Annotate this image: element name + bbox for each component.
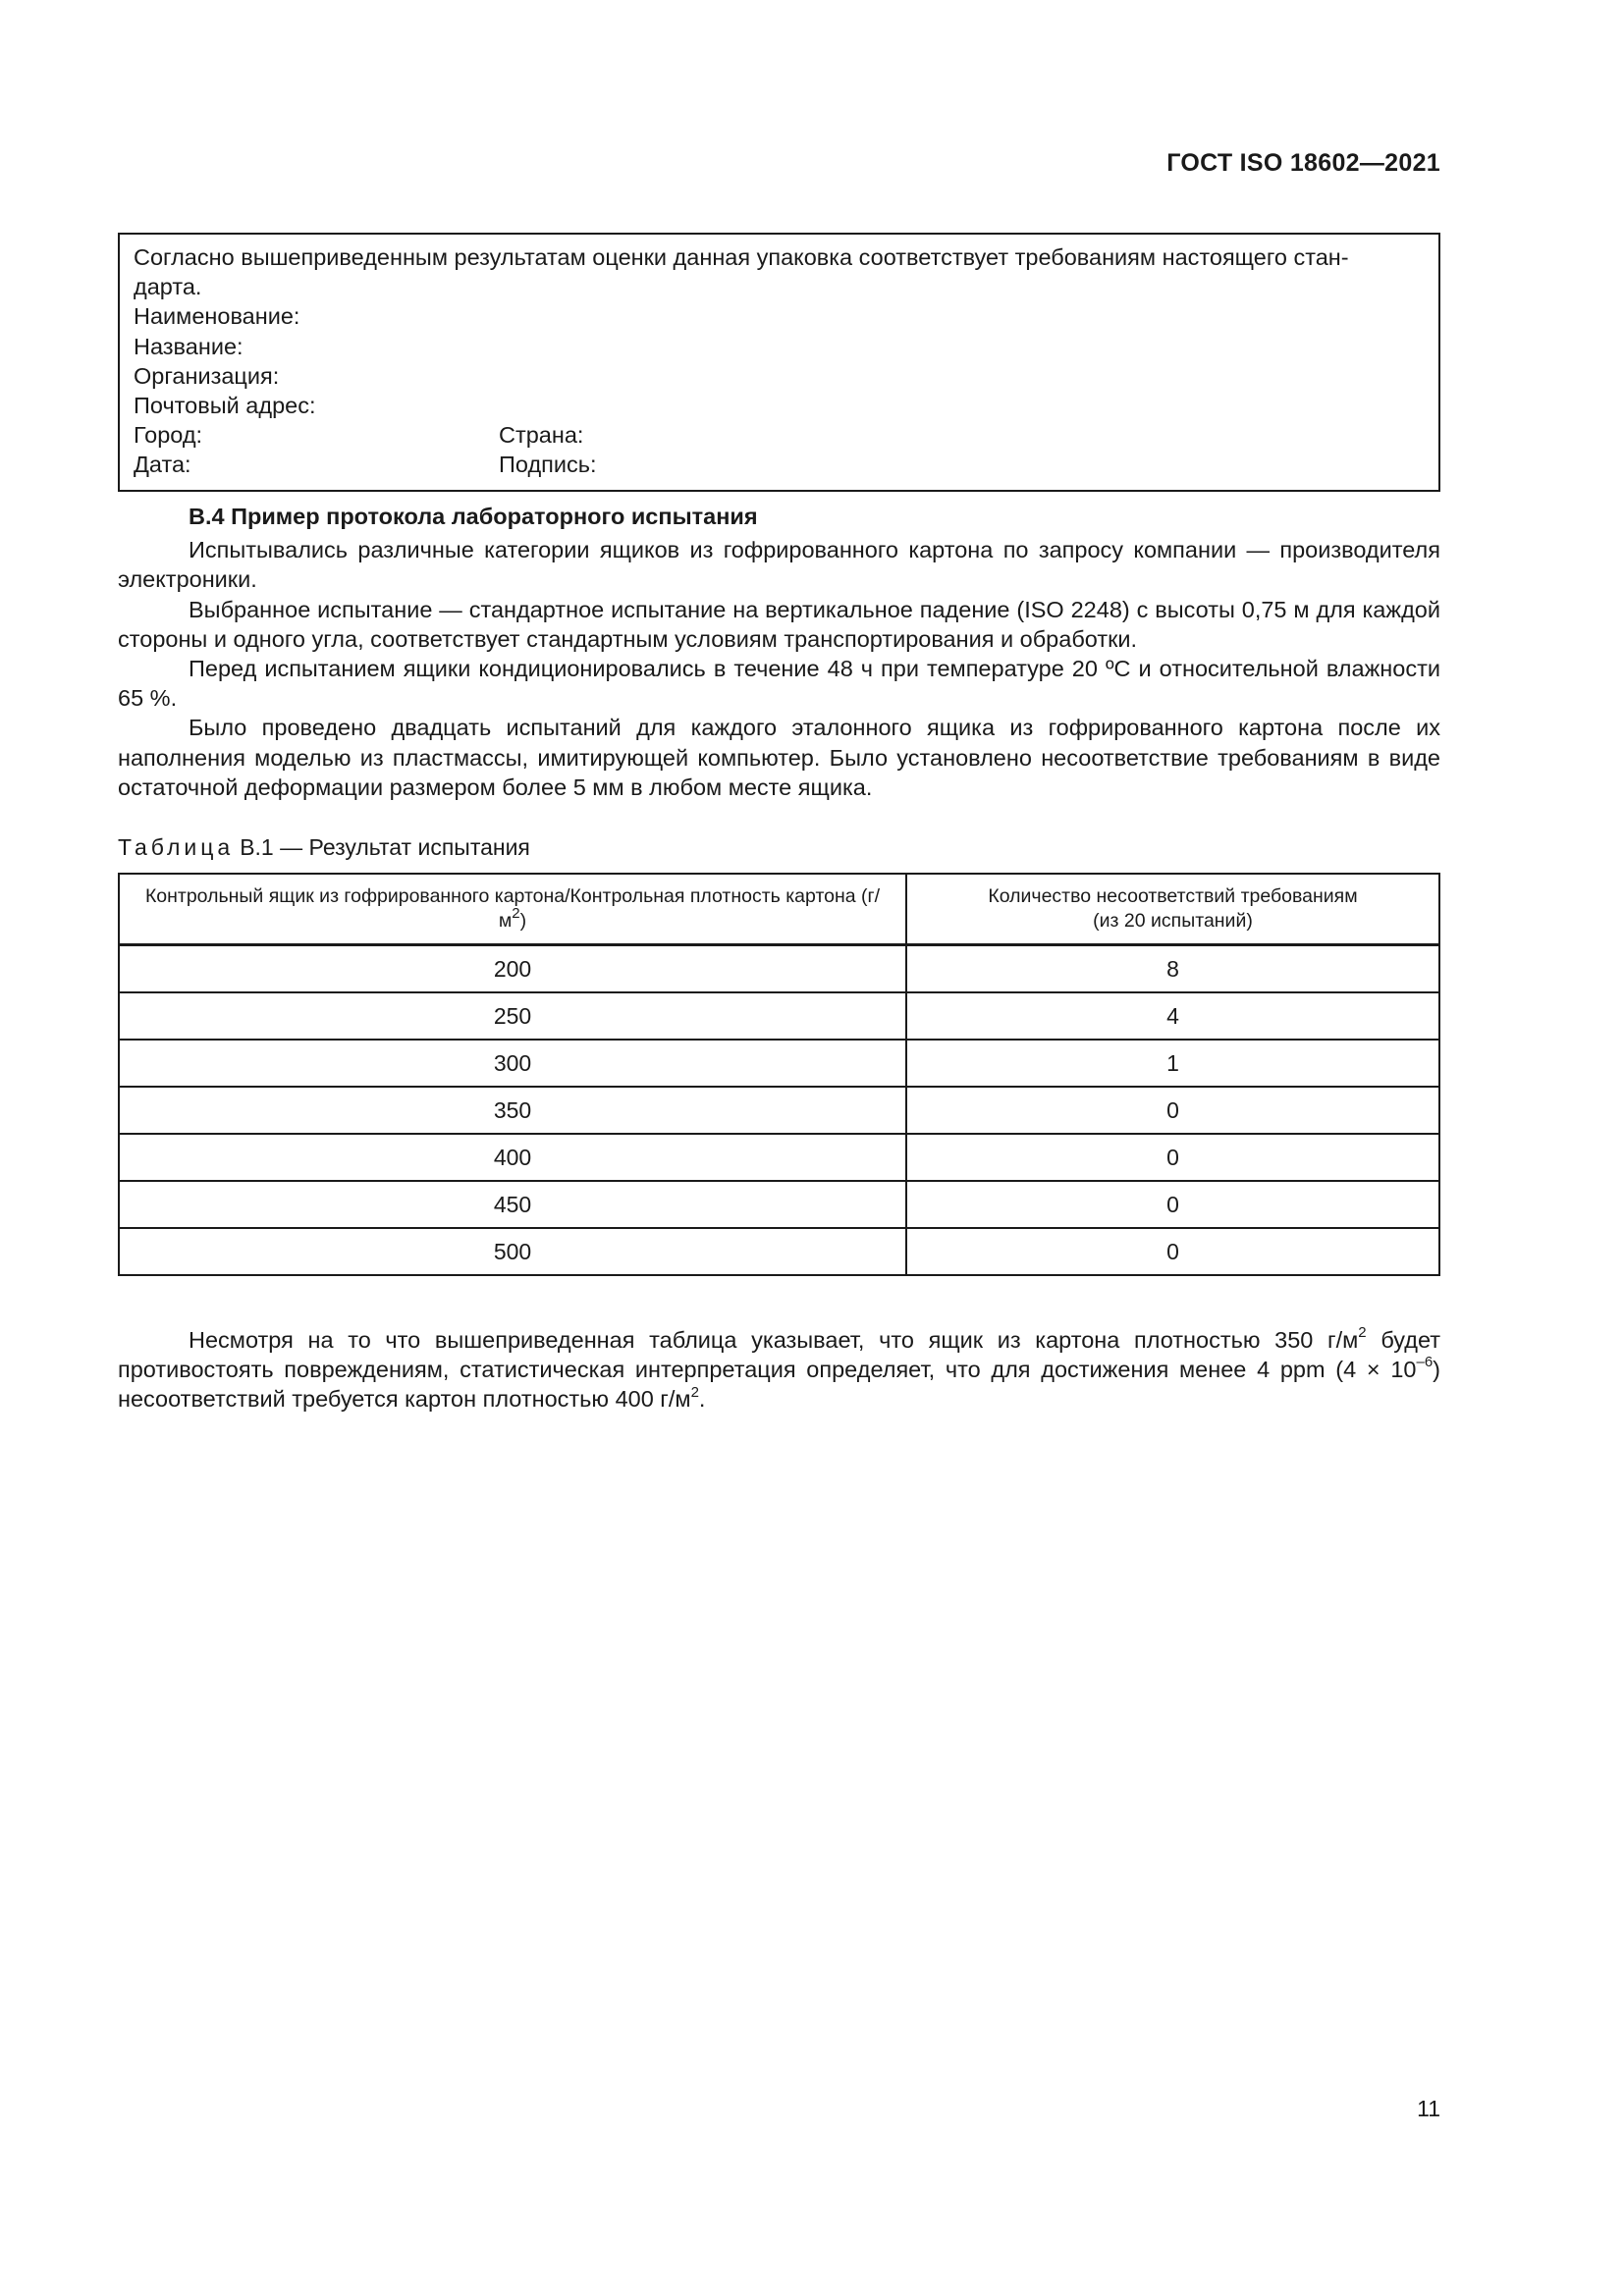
city-country-row — [134, 420, 1425, 450]
nonconformities-cell: 4 — [906, 992, 1439, 1040]
evaluation-frame-box — [118, 233, 1440, 492]
page-number: 11 — [1417, 2096, 1440, 2121]
date-signature-row — [134, 450, 1425, 479]
header-nonconformities: Количество несоответствий требованиям (из 20 испытаний) — [906, 874, 1439, 945]
table-row — [119, 1228, 1439, 1275]
header-density: Контрольный ящик из гофрированного картона/Контрольная плотность картона $(г/м^2)$ — [119, 874, 906, 945]
superscript-2: 2 — [1358, 1324, 1367, 1342]
table-row — [119, 945, 1439, 993]
statement-line-1: Согласно вышеприведенным результатам оценки данная упаковка соответствует требованиям настоящего стан- — [134, 244, 1349, 270]
table-caption-prefix: Таблица — [118, 834, 235, 860]
table-caption — [118, 832, 530, 862]
density-cell: 250 — [119, 992, 906, 1040]
table-caption-title: B.1 — Результат испытания — [240, 834, 530, 860]
city-label: Город: — [134, 422, 203, 449]
table-row — [119, 1181, 1439, 1228]
paragraph-2: Выбранное испытание — стандартное испытание на вертикальное падение (ISO 2248) с высоты 0,75 м для каждой стороны и одного угла, соответствует стандартным условиям транспортирования и обработки. — [118, 596, 1440, 652]
nonconformities-cell: 0 — [906, 1087, 1439, 1134]
table-row — [119, 1134, 1439, 1181]
nonconformities-cell: 1 — [906, 1040, 1439, 1087]
nazvanie-label: Название: — [134, 333, 244, 359]
paragraph-4: Было проведено двадцать испытаний для каждого эталонного ящика из гофрированного картона после их наполнения моделью из пластмассы, имитирующей компьютер. Было установлено несоответствие требованиям в виде остаточной деформации размером более 5 мм в любом месте ящика. — [118, 715, 1440, 800]
conclusion-part-4: . — [698, 1386, 706, 1413]
density-cell: 200 — [119, 945, 906, 993]
section-b4 — [118, 500, 1440, 802]
table-row — [119, 992, 1439, 1040]
signature-label: Подпись: — [499, 452, 597, 478]
density-cell: 500 — [119, 1228, 906, 1275]
nonconformities-cell: 0 — [906, 1228, 1439, 1275]
density-cell: 450 — [119, 1181, 906, 1228]
table-header-row — [119, 874, 1439, 945]
nonconformities-cell: 8 — [906, 945, 1439, 993]
organization-label: Организация: — [134, 362, 280, 389]
naimenovanie-label: Наименование: — [134, 303, 300, 330]
table-row — [119, 1087, 1439, 1134]
conclusion-paragraph — [118, 1325, 1440, 1415]
date-label: Дата: — [134, 452, 191, 478]
country-label: Страна: — [499, 422, 584, 449]
superscript-2: 2 — [690, 1383, 699, 1401]
results-table — [118, 873, 1440, 1276]
density-cell: 400 — [119, 1134, 906, 1181]
conclusion-part-1: Несмотря на то что вышеприведенная таблица указывает, что ящик из картона плотностью 350 г/м — [189, 1327, 1359, 1353]
table-row — [119, 1040, 1439, 1087]
postal-address-label: Почтовый адрес: — [134, 392, 316, 418]
paragraph-3: Перед испытанием ящики кондиционировались в течение 48 ч при температуре 20 ºС и относительной влажности 65 %. — [118, 656, 1440, 712]
section-title: B.4 Пример протокола лабораторного испытания — [189, 504, 758, 529]
superscript-minus-6: –6 — [1416, 1354, 1434, 1371]
statement-line-2: дарта. — [134, 274, 202, 300]
density-cell: 350 — [119, 1087, 906, 1134]
conclusion-part-2: будет противостоять повреждениям, статистическая интерпретация определяет, что для достижения менее 4 ppm (4 × 10 — [118, 1327, 1440, 1383]
nonconformities-cell: 0 — [906, 1181, 1439, 1228]
density-cell: 300 — [119, 1040, 906, 1087]
document-code-header: ГОСТ ISO 18602—2021 — [1166, 149, 1440, 177]
nonconformities-cell: 0 — [906, 1134, 1439, 1181]
conclusion-part-3: ) несоответствий требуется картон плотностью 400 г/м — [118, 1357, 1440, 1413]
paragraph-1: Испытывались различные категории ящиков из гофрированного картона по запросу компании — производителя электроники. — [118, 537, 1440, 593]
